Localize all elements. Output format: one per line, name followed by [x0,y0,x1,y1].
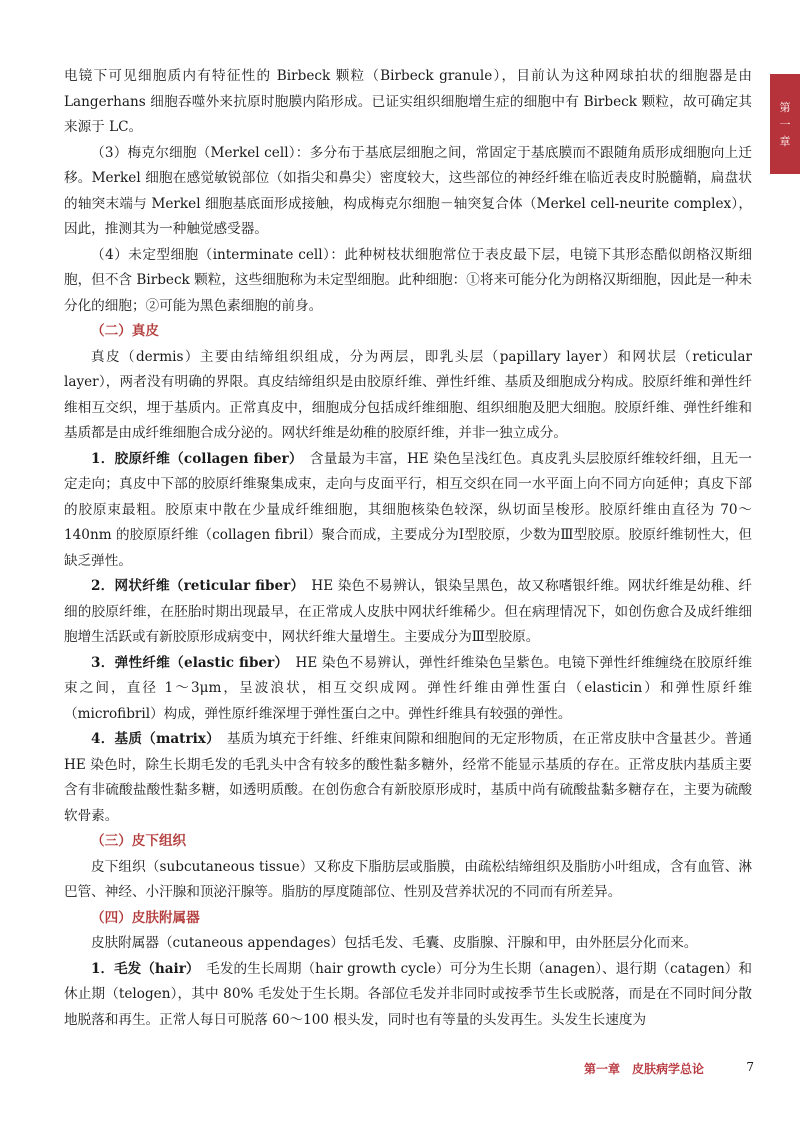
paragraph [64,957,752,1034]
term-heading: 3．弹性纤维（elastic fiber） [91,654,282,671]
paragraph [64,651,752,728]
paragraph [64,574,752,651]
term-heading: 2．网状纤维（reticular fiber） [91,578,298,594]
paragraph-text: HE 染色不易辨认，银染呈黑色，故又称嗜银纤维。网状纤维是幼稚、纤细的胶原纤维，在胚胎时期出现最早，在正常成人皮肤中网状纤维稀少。但在病理情况下，如创伤愈合及成纤维细胞增生活跃或有新胶原形成病变中，网状纤维大量增生。主要成分为Ⅲ型胶原。 [64,578,753,645]
paragraph [64,447,752,575]
paragraph: 电镜下可见细胞质内有特征性的 Birbeck 颗粒（Birbeck granule），目前认为这种网球拍状的细胞器是由 Langerhans 细胞吞噬外来抗原时胞膜内陷形成。已证实组织细胞增生症的细胞中有 Birbeck 颗粒，故可确定其来源于 LC。 [64,68,752,135]
side-tab-char: 第 [779,100,791,114]
side-tab-char: 一 [779,117,791,131]
term-heading: 4．基质（matrix） [91,731,214,747]
paragraph: （3）梅克尔细胞（Merkel cell）：多分布于基底层细胞之间，常固定于基底膜而不跟随角质形成细胞向上迁移。Merkel 细胞在感觉敏锐部位（如指尖和鼻尖）密度较大，这些部位的神经纤维在临近表皮时脱髓鞘，扁盘状的轴突末端与 Merkel 细胞基底面形成接触，构成梅克尔细胞－轴突复合体（Merkel cell-neurite complex），因此，推测其为一种触觉感受器。 [64,144,752,237]
term-heading: 1．毛发（hair） [91,960,193,977]
chapter-side-tab [770,74,800,174]
paragraph-text: HE 染色不易辨认，弹性纤维染色呈紫色。电镜下弹性纤维缠绕在胶原纤维束之间，直径 1～3μm，呈波浪状，相互交织成网。弹性纤维由弹性蛋白（elasticin）和弹性原纤维（microfibril）构成，弹性原纤维深埋于弹性蛋白之中。弹性纤维具有较强的弹性。 [64,654,752,722]
term-heading: 1．胶原纤维（collagen fiber） [91,450,296,467]
paragraph: 真皮（dermis）主要由结缔组织组成，分为两层，即乳头层（papillary layer）和网状层（reticular layer），两者没有明确的界限。真皮结缔组织是由胶原纤维、弹性纤维、基质及细胞成分构成。胶原纤维和弹性纤维相互交织，埋于基质内。正常真皮中，细胞成分包括成纤维细胞、组织细胞及肥大细胞。胶原纤维、弹性纤维和基质都是由成纤维细胞合成分泌的。网状纤维是幼稚的胶原纤维，并非一独立成分。 [64,348,752,441]
paragraph-text: 毛发的生长周期（hair growth cycle）可分为生长期（anagen）、退行期（catagen）和休止期（telogen），其中 80% 毛发处于生长期。各部位毛发并非同时或按季节生长或脱落，而是在不同时间分散地脱落和再生。正常人每日可脱落 60～100 根头发，同时也有等量的头发再生。头发生长速度为 [64,960,753,1028]
page-body [64,64,752,1033]
paragraph [64,727,752,829]
running-footer-title: 第一章 皮肤病学总论 [583,1062,704,1076]
paragraph-text: 含量最为丰富，HE 染色呈浅红色。真皮乳头层胶原纤维较纤细，且无一定走向；真皮中下部的胶原纤维聚集成束，走向与皮面平行，相互交织在同一水平面上向不同方向延伸；真皮下部的胶原束最粗。胶原束中散在少量成纤维细胞，其细胞核染色较深，纵切面呈梭形。胶原纤维由直径为 70～140nm 的胶原原纤维（collagen fibril）聚合而成，主要成分为Ⅰ型胶原，少数为Ⅲ型胶原。胶原纤维韧性大，但缺乏弹性。 [64,450,752,569]
section-heading: （四）皮肤附属器 [91,909,200,926]
paragraph: 皮下组织（subcutaneous tissue）又称皮下脂肪层或脂膜，由疏松结缔组织及脂肪小叶组成，含有血管、淋巴管、神经、小汗腺和顶泌汗腺等。脂肪的厚度随部位、性别及营养状况的不同而有所差异。 [64,858,752,900]
paragraph: 皮肤附属器（cutaneous appendages）包括毛发、毛囊、皮脂腺、汗腺和甲，由外胚层分化而来。 [91,935,698,951]
section-heading: （二）真皮 [91,323,159,339]
page-number: 7 [746,1060,754,1074]
paragraph-text: 基质为填充于纤维、纤维束间隙和细胞间的无定形物质，在正常皮肤中含量甚少。普通 HE 染色时，除生长期毛发的毛乳头中含有较多的酸性黏多糖外，经常不能显示基质的存在。正常皮肤内基质主要含有非硫酸盐酸性黏多糖，如透明质酸。在创伤愈合有新胶原形成时，基质中尚有硫酸盐黏多糖存在，主要为硫酸软骨素。 [64,731,753,824]
paragraph: （4）未定型细胞（interminate cell）：此种树枝状细胞常位于表皮最下层，电镜下其形态酷似朗格汉斯细胞，但不含 Birbeck 颗粒，这些细胞称为未定型细胞。此种细胞：①将来可能分化为朗格汉斯细胞，因此是一种未分化的细胞；②可能为黑色素细胞的前身。 [64,246,752,314]
section-heading: （三）皮下组织 [91,833,187,849]
side-tab-char: 章 [779,134,791,148]
